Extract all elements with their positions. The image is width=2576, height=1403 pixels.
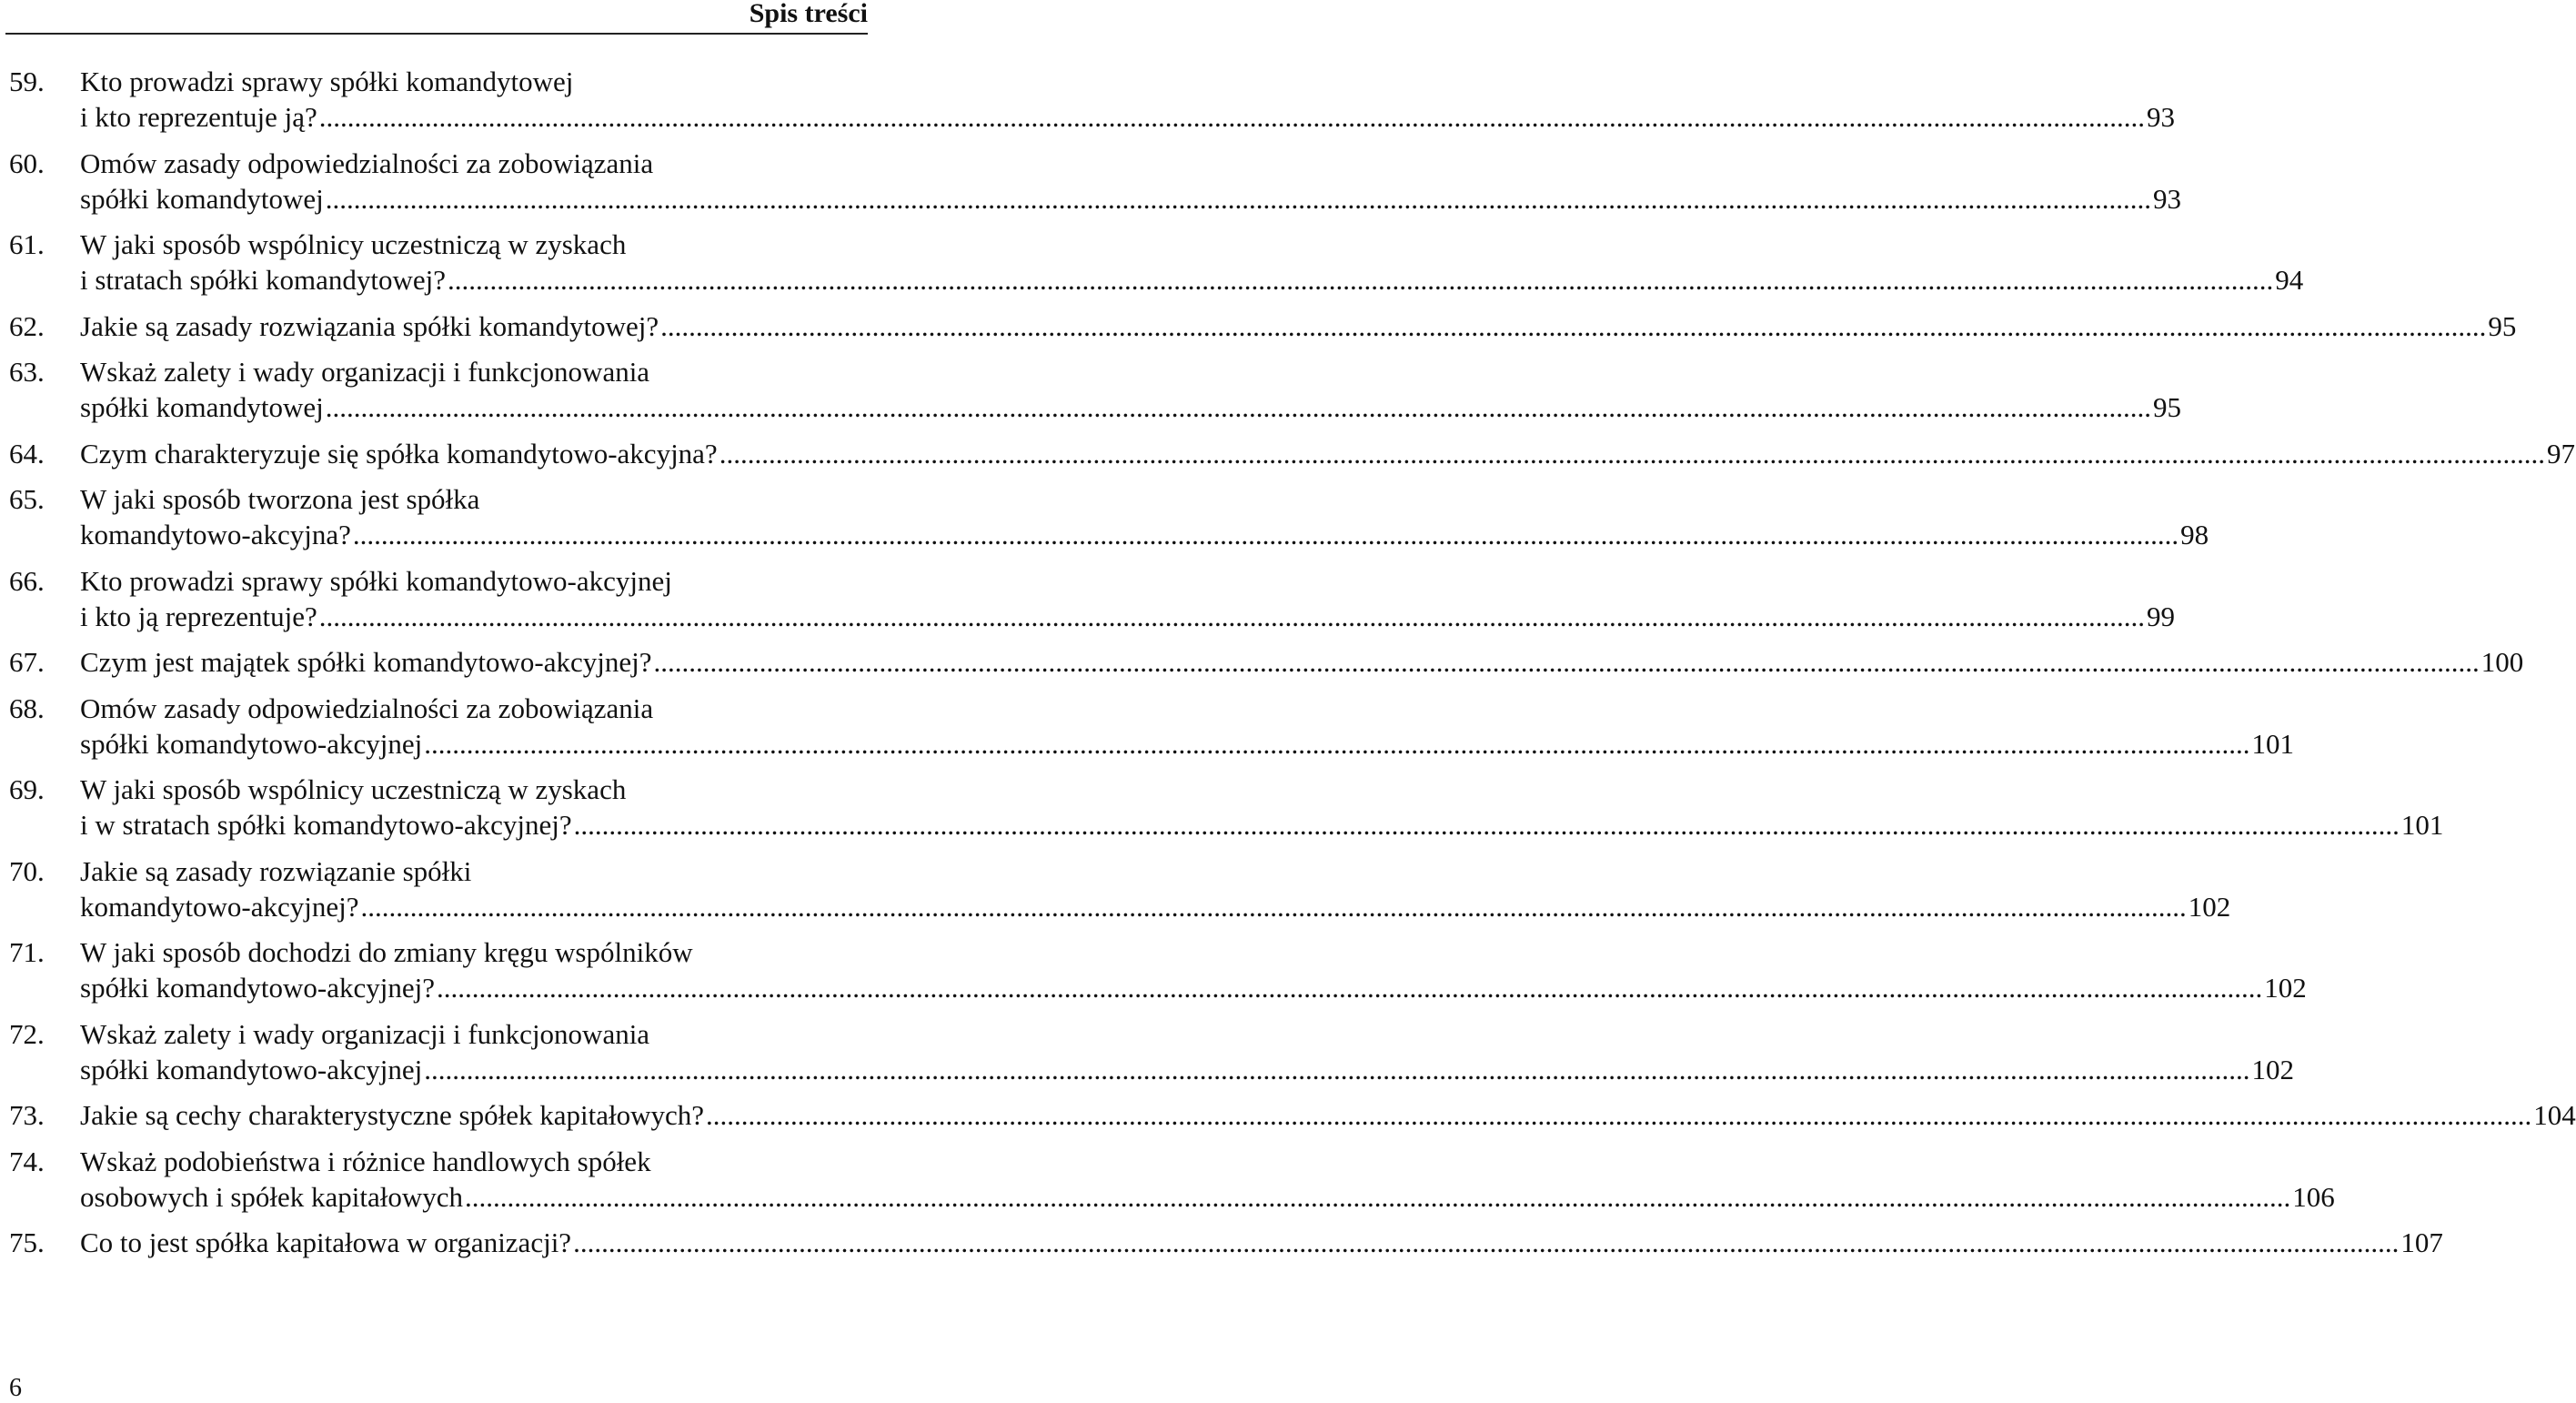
toc-entry-last-line (80, 889, 2231, 924)
toc-entry-title: Omów zasady odpowiedzialności za zobowiązania (80, 691, 654, 724)
toc-entry (0, 436, 2575, 471)
toc-entry (0, 691, 2294, 762)
toc-entry (0, 227, 2304, 298)
toc-entry-title: W jaki sposób wspólnicy uczestniczą w zyskach (80, 228, 627, 260)
toc-entry-page: 102 (2251, 1053, 2294, 1085)
toc-entry-number: 71. (9, 936, 45, 968)
toc-entry-title: Jakie są zasady rozwiązanie spółki (80, 854, 472, 887)
toc-entry-line (0, 262, 2304, 298)
toc-entry-number: 67. (9, 646, 45, 678)
toc-entry-last-line (80, 99, 2176, 135)
toc-entry-title: W jaki sposób wspólnicy uczestniczą w zyskach (80, 773, 627, 805)
toc-entry-line (0, 889, 2231, 924)
dot-leader: ................................................................................................................................................................................................................................................................... (437, 972, 2263, 1004)
toc-entry-line (0, 481, 873, 517)
toc-entry-page: 98 (2180, 519, 2209, 550)
dot-leader: ................................................................................................................................................................................................................................................................... (325, 391, 2152, 423)
toc-entry-number: 68. (9, 691, 45, 724)
toc-entry-title: i stratach spółki komandytowej? (80, 264, 447, 296)
toc-entry-last-line (80, 517, 2209, 552)
toc-entry-last-line (80, 970, 2307, 1005)
toc-entry-number: 73. (9, 1099, 45, 1131)
dot-leader: ................................................................................................................................................................................................................................................................... (325, 182, 2152, 215)
dot-leader: ................................................................................................................................................................................................................................................................... (360, 890, 2187, 923)
toc-entry-line (0, 1225, 2443, 1260)
dot-leader: ................................................................................................................................................................................................................................................................... (448, 264, 2274, 296)
dot-leader: ................................................................................................................................................................................................................................................................... (318, 101, 2146, 133)
toc-entry-title: spółki komandytowo-akcyjnej? (80, 972, 435, 1004)
toc-entry-last-line (80, 1179, 2335, 1215)
toc-entry-title: komandytowo-akcyjnej? (80, 890, 359, 923)
toc-entry (0, 644, 2524, 680)
toc-entry-title: Wskaż zalety i wady organizacji i funkcjonowania (80, 356, 650, 388)
toc-entry-line (0, 1097, 2576, 1133)
toc-entry-line (0, 934, 873, 970)
toc-entry-title: spółki komandytowo-akcyjnej (80, 1053, 423, 1085)
table-of-contents (0, 64, 2576, 1271)
toc-entry-last-line (80, 262, 2304, 298)
toc-entry-page: 102 (2188, 890, 2231, 923)
dot-leader: ................................................................................................................................................................................................................................................................... (660, 309, 2487, 342)
toc-entry-page: 97 (2546, 437, 2575, 469)
toc-entry-title: i kto ją reprezentuje? (80, 600, 317, 632)
toc-entry-line (0, 1144, 873, 1179)
toc-entry-line (0, 691, 873, 726)
toc-entry (0, 1097, 2576, 1133)
toc-entry-title: W jaki sposób tworzona jest spółka (80, 483, 480, 515)
toc-entry-page: 107 (2400, 1226, 2443, 1258)
toc-entry-line (0, 1179, 2335, 1215)
page-number: 6 (9, 1374, 22, 1402)
dot-leader: ................................................................................................................................................................................................................................................................... (653, 646, 2480, 678)
toc-entry-page: 95 (2153, 391, 2182, 423)
toc-entry-line (0, 1016, 873, 1052)
dot-leader: ................................................................................................................................................................................................................................................................... (465, 1180, 2291, 1213)
toc-entry-title: i w stratach spółki komandytowo-akcyjnej? (80, 809, 572, 841)
toc-entry-line (0, 772, 873, 807)
toc-entry-page: 101 (2400, 809, 2444, 841)
toc-entry-title: Omów zasady odpowiedzialności za zobowiązania (80, 146, 654, 179)
toc-entry-number: 74. (9, 1145, 45, 1177)
toc-entry-last-line (80, 308, 2517, 344)
toc-entry-title: komandytowo-akcyjna? (80, 519, 351, 550)
toc-entry-number: 63. (9, 356, 45, 388)
toc-entry-last-line (80, 726, 2294, 762)
toc-entry-last-line (80, 1052, 2294, 1087)
toc-entry-title: Czym jest majątek spółki komandytowo-akcyjnej? (80, 646, 652, 678)
toc-entry-number: 69. (9, 773, 45, 805)
toc-entry-line (0, 599, 2176, 634)
toc-entry-line (0, 644, 2524, 680)
toc-entry (0, 146, 2182, 217)
toc-entry (0, 1225, 2443, 1260)
toc-entry-number: 59. (9, 66, 45, 97)
toc-entry (0, 481, 2209, 552)
dot-leader: ................................................................................................................................................................................................................................................................... (573, 1226, 2400, 1258)
toc-entry-line (0, 807, 2444, 843)
toc-entry-number: 65. (9, 483, 45, 515)
toc-entry-line (0, 146, 873, 181)
toc-entry-page: 93 (2153, 182, 2182, 215)
toc-entry-line (0, 354, 873, 389)
toc-entry-last-line (80, 599, 2176, 634)
toc-entry-title: Kto prowadzi sprawy spółki komandytowej (80, 66, 574, 97)
toc-entry-number: 62. (9, 309, 45, 342)
toc-entry-title: spółki komandytowej (80, 182, 324, 215)
toc-entry-title: Wskaż podobieństwa i różnice handlowych spółek (80, 1145, 651, 1177)
toc-entry-title: spółki komandytowo-akcyjnej (80, 727, 423, 760)
toc-entry (0, 772, 2444, 843)
toc-entry-page: 93 (2147, 101, 2176, 133)
toc-entry-number: 72. (9, 1017, 45, 1050)
toc-entry-title: W jaki sposób dochodzi do zmiany kręgu wspólników (80, 936, 693, 968)
toc-entry-title: Jakie są zasady rozwiązania spółki komandytowej? (80, 309, 659, 342)
toc-entry-line (0, 517, 2209, 552)
header-title: Spis treści (749, 0, 868, 28)
toc-entry (0, 1016, 2294, 1087)
toc-entry-page: 95 (2488, 309, 2517, 342)
dot-leader: ................................................................................................................................................................................................................................................................... (424, 727, 2250, 760)
toc-entry-number: 66. (9, 564, 45, 597)
toc-entry-last-line (80, 1225, 2443, 1260)
toc-entry (0, 563, 2176, 634)
toc-entry-last-line (80, 389, 2182, 425)
toc-entry-number: 60. (9, 146, 45, 179)
toc-entry-page: 104 (2533, 1099, 2576, 1131)
toc-entry-title: Kto prowadzi sprawy spółki komandytowo-akcyjnej (80, 564, 672, 597)
toc-entry-line (0, 726, 2294, 762)
dot-leader: ................................................................................................................................................................................................................................................................... (719, 437, 2545, 469)
toc-entry-page: 106 (2292, 1180, 2335, 1213)
toc-entry-page: 100 (2480, 646, 2524, 678)
toc-entry-number: 75. (9, 1226, 45, 1258)
toc-entry-line (0, 227, 873, 262)
toc-entry-last-line (80, 181, 2182, 217)
toc-entry-title: Co to jest spółka kapitałowa w organizacji? (80, 1226, 572, 1258)
toc-entry-title: Wskaż zalety i wady organizacji i funkcjonowania (80, 1017, 650, 1050)
dot-leader: ................................................................................................................................................................................................................................................................... (352, 519, 2179, 550)
toc-entry-line (0, 436, 2575, 471)
toc-entry-line (0, 99, 2176, 135)
toc-entry-line (0, 389, 2182, 425)
toc-entry (0, 64, 2176, 135)
toc-entry-page: 101 (2251, 727, 2294, 760)
toc-entry (0, 934, 2307, 1005)
toc-entry-last-line (80, 807, 2444, 843)
toc-entry-line (0, 853, 873, 889)
toc-entry-last-line (80, 436, 2575, 471)
toc-entry-line (0, 563, 873, 599)
toc-entry-title: osobowych i spółek kapitałowych (80, 1180, 464, 1213)
toc-entry-last-line (80, 644, 2524, 680)
dot-leader: ................................................................................................................................................................................................................................................................... (424, 1053, 2250, 1085)
toc-entry (0, 853, 2231, 924)
toc-entry-last-line (80, 1097, 2576, 1133)
toc-entry-line (0, 64, 873, 99)
toc-entry (0, 354, 2182, 425)
dot-leader: ................................................................................................................................................................................................................................................................... (573, 809, 2400, 841)
toc-entry-title: i kto reprezentuje ją? (80, 101, 317, 133)
toc-entry-title: Czym charakteryzuje się spółka komandytowo-akcyjna? (80, 437, 718, 469)
toc-entry-line (0, 308, 2517, 344)
running-header (5, 0, 868, 35)
toc-entry-line (0, 181, 2182, 217)
dot-leader: ................................................................................................................................................................................................................................................................... (706, 1099, 2532, 1131)
toc-entry-number: 70. (9, 854, 45, 887)
toc-entry-page: 99 (2147, 600, 2176, 632)
toc-entry-line (0, 1052, 2294, 1087)
toc-entry-page: 94 (2275, 264, 2304, 296)
dot-leader: ................................................................................................................................................................................................................................................................... (318, 600, 2146, 632)
toc-entry (0, 308, 2517, 344)
toc-entry-line (0, 970, 2307, 1005)
toc-entry-title: spółki komandytowej (80, 391, 324, 423)
toc-entry (0, 1144, 2335, 1215)
toc-entry-page: 102 (2264, 972, 2307, 1004)
toc-entry-title: Jakie są cechy charakterystyczne spółek kapitałowych? (80, 1099, 704, 1131)
toc-entry-number: 61. (9, 228, 45, 260)
toc-entry-number: 64. (9, 437, 45, 469)
